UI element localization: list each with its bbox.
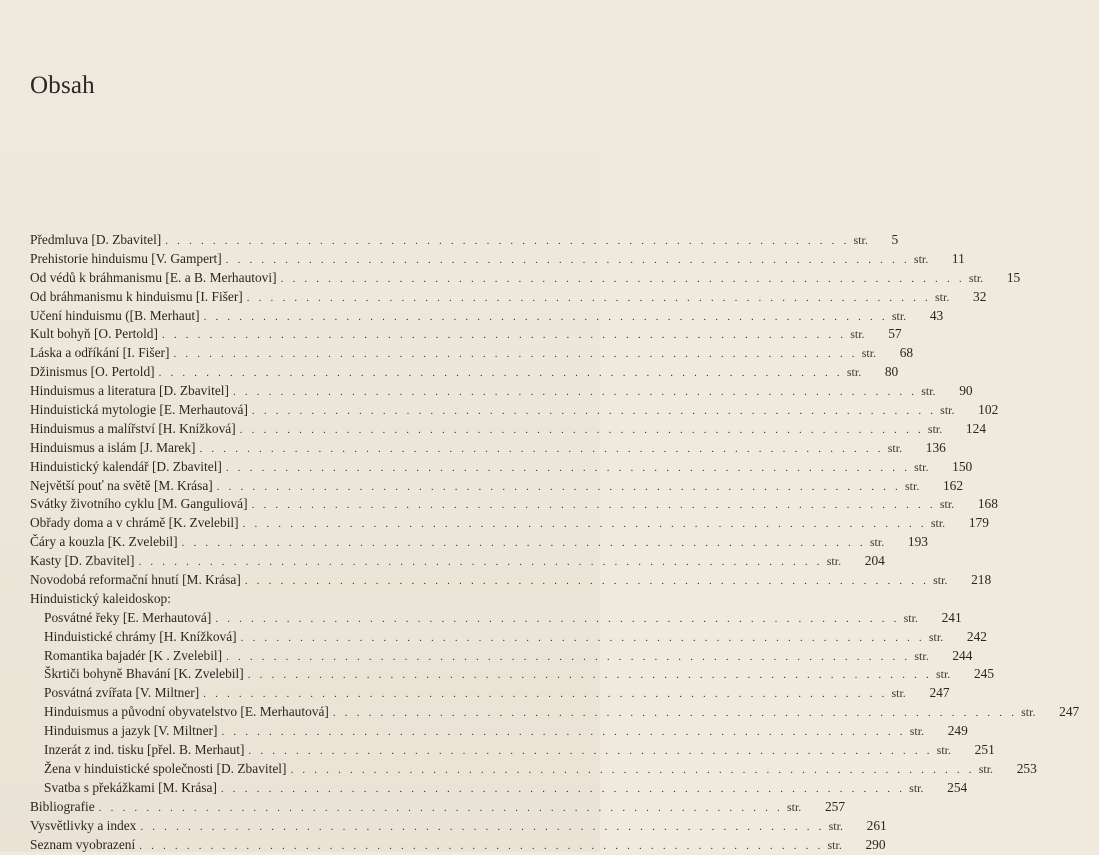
toc-entry-title: Hinduismus a malířství [H. Knížková] [30,420,236,439]
toc-page-prefix: str. [847,363,873,382]
toc-page-number: 251 [963,741,1015,760]
toc-leader-dots: . . . . . . . . . . . . . . . . . . . . . . . . . . . . . . . . . . . . . . . . . . . . . . . . . . . . . . . . . . [281,270,965,289]
toc-leader-dots: . . . . . . . . . . . . . . . . . . . . . . . . . . . . . . . . . . . . . . . . . . . . . . . . . . . . . . . . . . [221,780,905,799]
toc-page-number: 179 [957,514,1009,533]
toc-entry-title: Láska a odříkání [I. Fišer] [30,344,169,363]
toc-leader-dots: . . . . . . . . . . . . . . . . . . . . . . . . . . . . . . . . . . . . . . . . . . . . . . . . . . . . . . . . . . [173,345,857,364]
toc-page-prefix: str. [829,817,855,836]
toc-page-number: 249 [936,722,988,741]
toc-page-number: 32 [961,288,1013,307]
toc-page-number: 90 [947,382,999,401]
toc-leader-dots: . . . . . . . . . . . . . . . . . . . . . . . . . . . . . . . . . . . . . . . . . . . . . . . . . . . . . . . . . . [165,232,849,251]
toc-page-number: 218 [959,571,1011,590]
toc-page-number: 43 [918,307,970,326]
toc-leader-dots: . . . . . . . . . . . . . . . . . . . . . . . . . . . . . . . . . . . . . . . . . . . . . . . . . . . . . . . . . . [159,364,843,383]
toc-leader-dots: . . . . . . . . . . . . . . . . . . . . . . . . . . . . . . . . . . . . . . . . . . . . . . . . . . . . . . . . . . [241,629,925,648]
toc-entry [30,684,570,703]
toc-entry [30,779,570,798]
toc-entry-title: Bibliografie [30,798,95,817]
toc-page-number: 136 [914,439,966,458]
toc-page-prefix: str. [1021,703,1047,722]
toc-entry [30,420,570,439]
toc-page-number: 5 [880,231,932,250]
toc-page-prefix: str. [904,609,930,628]
toc-page-prefix: str. [888,439,914,458]
toc-entry-title: Od védů k bráhmanismu [E. a B. Merhautovi] [30,269,277,288]
toc-leader-dots: . . . . . . . . . . . . . . . . . . . . . . . . . . . . . . . . . . . . . . . . . . . . . . . . . . . . . . . . . . [215,610,899,629]
toc-section-heading [30,590,570,609]
toc-entry [30,458,570,477]
toc-page-prefix: str. [921,382,947,401]
toc-page-prefix: str. [909,779,935,798]
toc-page-prefix: str. [933,571,959,590]
toc-leader-dots: . . . . . . . . . . . . . . . . . . . . . . . . . . . . . . . . . . . . . . . . . . . . . . . . . . . . . . . . . . [226,251,910,270]
toc-entry [30,477,570,496]
toc-page-prefix: str. [914,647,940,666]
toc-page-prefix: str. [936,665,962,684]
toc-entry [30,722,570,741]
toc-leader-dots: . . . . . . . . . . . . . . . . . . . . . . . . . . . . . . . . . . . . . . . . . . . . . . . . . . . . . . . . . . [226,459,910,478]
toc-entry [30,760,570,779]
toc-entry-title: Od bráhmanismu k hinduismu [I. Fišer] [30,288,243,307]
toc-page-number: 204 [853,552,905,571]
toc-entry-title: Posvátné řeky [E. Merhautová] [44,609,211,628]
toc-entry-title: Hinduistický kalendář [D. Zbavitel] [30,458,222,477]
toc-entry-title: Největší pouť na světě [M. Krása] [30,477,213,496]
toc-page-number: 124 [954,420,1006,439]
page-title: Obsah [30,72,95,100]
toc-page-number: 15 [995,269,1047,288]
toc-page-prefix: str. [979,760,1005,779]
toc-entry-title: Inzerát z ind. tisku [přel. B. Merhaut] [44,741,244,760]
toc-leader-dots: . . . . . . . . . . . . . . . . . . . . . . . . . . . . . . . . . . . . . . . . . . . . . . . . . . . . . . . . . . [290,761,974,780]
toc-page-number: 244 [940,647,992,666]
toc-entry [30,363,570,382]
toc-entry [30,231,570,250]
toc-page-number: 193 [896,533,948,552]
toc-entry-title: Romantika bajadér [K . Zvelebil] [44,647,222,666]
toc-page-prefix: str. [940,401,966,420]
toc-leader-dots: . . . . . . . . . . . . . . . . . . . . . . . . . . . . . . . . . . . . . . . . . . . . . . . . . . . . . . . . . . [248,666,932,685]
toc-entry-title: Kasty [D. Zbavitel] [30,552,135,571]
toc-leader-dots: . . . . . . . . . . . . . . . . . . . . . . . . . . . . . . . . . . . . . . . . . . . . . . . . . . . . . . . . . . [182,534,866,553]
toc-entry-title: Seznam vyobrazení [30,836,135,855]
toc-page-prefix: str. [969,269,995,288]
toc-entry [30,533,570,552]
table-of-contents [30,231,570,854]
toc-entry [30,817,570,836]
toc-page-prefix: str. [862,344,888,363]
toc-entry [30,798,570,817]
toc-page-prefix: str. [827,552,853,571]
toc-leader-dots: . . . . . . . . . . . . . . . . . . . . . . . . . . . . . . . . . . . . . . . . . . . . . . . . . . . . . . . . . . [247,289,931,308]
toc-leader-dots: . . . . . . . . . . . . . . . . . . . . . . . . . . . . . . . . . . . . . . . . . . . . . . . . . . . . . . . . . . [333,704,1017,723]
toc-entry-title: Hinduismus a islám [J. Marek] [30,439,196,458]
toc-entry-title: Žena v hinduistické společnosti [D. Zbavitel] [44,760,286,779]
toc-page-prefix: str. [892,307,918,326]
toc-page-number: 80 [873,363,925,382]
toc-page-prefix: str. [928,420,954,439]
toc-page-number: 150 [940,458,992,477]
toc-entry-title: Posvátná zvířata [V. Miltner] [44,684,199,703]
toc-entry-title: Hinduismus a jazyk [V. Miltner] [44,722,217,741]
toc-leader-dots: . . . . . . . . . . . . . . . . . . . . . . . . . . . . . . . . . . . . . . . . . . . . . . . . . . . . . . . . . . [217,478,901,497]
toc-entry [30,439,570,458]
toc-entry [30,628,570,647]
toc-entry-title: Hinduismus a literatura [D. Zbavitel] [30,382,229,401]
toc-page-prefix: str. [854,231,880,250]
toc-page-prefix: str. [870,533,896,552]
toc-entry [30,552,570,571]
toc-leader-dots: . . . . . . . . . . . . . . . . . . . . . . . . . . . . . . . . . . . . . . . . . . . . . . . . . . . . . . . . . . [139,553,823,572]
toc-entry-title: Obřady doma a v chrámě [K. Zvelebil] [30,514,239,533]
toc-page-prefix: str. [905,477,931,496]
toc-entry-title: Čáry a kouzla [K. Zvelebil] [30,533,178,552]
toc-entry-title: Škrtiči bohyně Bhavání [K. Zvelebil] [44,665,244,684]
toc-entry [30,514,570,533]
toc-entry [30,269,570,288]
toc-page-prefix: str. [935,288,961,307]
toc-page-number: 102 [966,401,1018,420]
toc-entry-title: Džinismus [O. Pertold] [30,363,155,382]
toc-entry-title: Předmluva [D. Zbavitel] [30,231,161,250]
toc-entry-title: Svátky životního cyklu [M. Ganguliová] [30,495,248,514]
toc-entry [30,495,570,514]
toc-leader-dots: . . . . . . . . . . . . . . . . . . . . . . . . . . . . . . . . . . . . . . . . . . . . . . . . . . . . . . . . . . [162,326,846,345]
toc-entry [30,703,570,722]
toc-entry-title: Hinduistický kaleidoskop: [30,590,171,609]
toc-entry-title: Kult bohyň [O. Pertold] [30,325,158,344]
toc-entry [30,382,570,401]
toc-entry [30,344,570,363]
toc-entry-title: Hinduismus a původní obyvatelstvo [E. Merhautová] [44,703,329,722]
toc-leader-dots: . . . . . . . . . . . . . . . . . . . . . . . . . . . . . . . . . . . . . . . . . . . . . . . . . . . . . . . . . . [248,742,932,761]
toc-entry [30,741,570,760]
toc-entry [30,836,570,855]
toc-page-number: 257 [813,798,865,817]
toc-page-number: 11 [940,250,992,269]
toc-leader-dots: . . . . . . . . . . . . . . . . . . . . . . . . . . . . . . . . . . . . . . . . . . . . . . . . . . . . . . . . . . [99,799,783,818]
toc-entry-title: Hinduistická mytologie [E. Merhautová] [30,401,248,420]
toc-page-prefix: str. [914,458,940,477]
toc-page-prefix: str. [914,250,940,269]
toc-page-number: 57 [876,325,928,344]
toc-leader-dots: . . . . . . . . . . . . . . . . . . . . . . . . . . . . . . . . . . . . . . . . . . . . . . . . . . . . . . . . . . [252,496,936,515]
toc-leader-dots: . . . . . . . . . . . . . . . . . . . . . . . . . . . . . . . . . . . . . . . . . . . . . . . . . . . . . . . . . . [200,440,884,459]
toc-entry-title: Svatba s překážkami [M. Krása] [44,779,217,798]
toc-page-prefix: str. [910,722,936,741]
toc-leader-dots: . . . . . . . . . . . . . . . . . . . . . . . . . . . . . . . . . . . . . . . . . . . . . . . . . . . . . . . . . . [204,308,888,327]
toc-entry [30,647,570,666]
toc-entry-title: Vysvětlivky a index [30,817,136,836]
toc-page-number: 253 [1005,760,1057,779]
toc-entry [30,665,570,684]
toc-entry [30,250,570,269]
toc-leader-dots: . . . . . . . . . . . . . . . . . . . . . . . . . . . . . . . . . . . . . . . . . . . . . . . . . . . . . . . . . . [252,402,936,421]
toc-leader-dots: . . . . . . . . . . . . . . . . . . . . . . . . . . . . . . . . . . . . . . . . . . . . . . . . . . . . . . . . . . [221,723,905,742]
toc-page-prefix: str. [940,495,966,514]
toc-page-number: 247 [1047,703,1099,722]
toc-page-number: 242 [955,628,1007,647]
toc-leader-dots: . . . . . . . . . . . . . . . . . . . . . . . . . . . . . . . . . . . . . . . . . . . . . . . . . . . . . . . . . . [240,421,924,440]
toc-entry [30,571,570,590]
toc-page-prefix: str. [787,798,813,817]
toc-page-number: 162 [931,477,983,496]
toc-entry-title: Hinduistické chrámy [H. Knížková] [44,628,237,647]
toc-page-prefix: str. [827,836,853,855]
toc-leader-dots: . . . . . . . . . . . . . . . . . . . . . . . . . . . . . . . . . . . . . . . . . . . . . . . . . . . . . . . . . . [233,383,917,402]
toc-page-prefix: str. [937,741,963,760]
toc-leader-dots: . . . . . . . . . . . . . . . . . . . . . . . . . . . . . . . . . . . . . . . . . . . . . . . . . . . . . . . . . . [226,648,910,667]
toc-entry [30,307,570,326]
toc-entry [30,609,570,628]
toc-page-number: 254 [935,779,987,798]
toc-page-number: 68 [888,344,940,363]
toc-entry [30,325,570,344]
toc-entry-title: Prehistorie hinduismu [V. Gampert] [30,250,222,269]
toc-page-prefix: str. [891,684,917,703]
toc-page-number: 261 [855,817,907,836]
toc-page-number: 245 [962,665,1014,684]
toc-page-prefix: str. [850,325,876,344]
toc-page-number: 247 [917,684,969,703]
toc-page-number: 168 [966,495,1018,514]
toc-entry-title: Učení hinduismu ([B. Merhaut] [30,307,200,326]
toc-entry-title: Novodobá reformační hnutí [M. Krása] [30,571,241,590]
toc-entry [30,401,570,420]
toc-entry [30,288,570,307]
toc-leader-dots: . . . . . . . . . . . . . . . . . . . . . . . . . . . . . . . . . . . . . . . . . . . . . . . . . . . . . . . . . . [203,685,887,704]
toc-page-number: 290 [853,836,905,855]
toc-page-prefix: str. [929,628,955,647]
toc-page-prefix: str. [931,514,957,533]
toc-leader-dots: . . . . . . . . . . . . . . . . . . . . . . . . . . . . . . . . . . . . . . . . . . . . . . . . . . . . . . . . . . [140,818,824,837]
toc-leader-dots: . . . . . . . . . . . . . . . . . . . . . . . . . . . . . . . . . . . . . . . . . . . . . . . . . . . . . . . . . . [245,572,929,591]
toc-page-number: 241 [930,609,982,628]
toc-leader-dots: . . . . . . . . . . . . . . . . . . . . . . . . . . . . . . . . . . . . . . . . . . . . . . . . . . . . . . . . . . [243,515,927,534]
toc-leader-dots: . . . . . . . . . . . . . . . . . . . . . . . . . . . . . . . . . . . . . . . . . . . . . . . . . . . . . . . . . . [139,837,823,855]
